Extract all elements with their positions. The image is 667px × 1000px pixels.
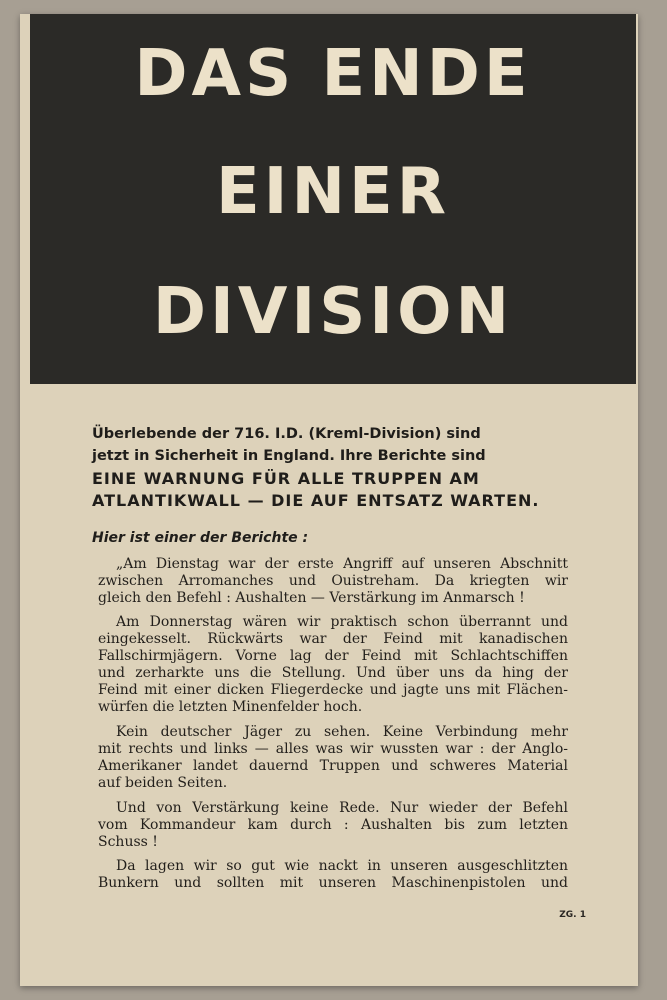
report-paragraph-5 <box>98 858 568 892</box>
text-line: mit rechts und links — alles was wir wussten war : der Anglo- <box>98 741 568 757</box>
headline-line-3: DIVISION <box>152 275 514 349</box>
report-paragraph-4 <box>98 800 568 851</box>
leaflet-paper <box>20 14 638 986</box>
text-line: Fallschirmjägern. Vorne lag der Feind mit Schlachtschiffen <box>98 648 568 664</box>
print-code: ZG. 1 <box>559 910 586 920</box>
text-line: Amerikaner landet dauernd Truppen und schweres Material <box>98 758 568 774</box>
text-line: „Am Dienstag war der erste Angriff auf unseren Abschnitt <box>116 556 568 572</box>
reports-subhead: Hier ist einer der Berichte : <box>92 530 309 546</box>
headline-line-2: EINER <box>215 155 451 229</box>
headline-line-1: DAS ENDE <box>134 37 532 111</box>
text-line: und zerharkte uns die Stellung. Und über uns da hing der <box>98 665 568 681</box>
text-line: gleich den Befehl : Aushalten — Verstärkung im Anmarsch ! <box>98 590 525 606</box>
headline-banner <box>30 14 636 384</box>
text-line: Kein deutscher Jäger zu sehen. Keine Verbindung mehr <box>116 724 568 740</box>
text-line: würfen die letzten Minenfelder hoch. <box>98 699 363 715</box>
text-line: Da lagen wir so gut wie nackt in unseren ausgeschlitzten <box>116 858 568 874</box>
intro-line-1: Überlebende der 716. I.D. (Kreml-Division) sind <box>92 426 481 442</box>
text-line: zwischen Arromanches und Ouistreham. Da kriegten wir <box>98 573 568 589</box>
text-line: Und von Verstärkung keine Rede. Nur wieder der Befehl <box>116 800 568 816</box>
intro-line-2: jetzt in Sicherheit in England. Ihre Berichte sind <box>92 448 486 464</box>
report-paragraph-3 <box>98 724 568 792</box>
warning-line-2: ATLANTIKWALL — DIE AUF ENTSATZ WARTEN. <box>92 491 540 510</box>
report-paragraph-2 <box>98 614 568 716</box>
text-line: Schuss ! <box>98 834 158 850</box>
text-line: Bunkern und sollten mit unseren Maschinenpistolen und <box>98 875 568 891</box>
text-line: eingekesselt. Rückwärts war der Feind mit kanadischen <box>98 631 568 647</box>
report-paragraph-1 <box>98 556 568 607</box>
text-line: Feind mit einer dicken Fliegerdecke und jagte uns mit Flächen- <box>98 682 568 698</box>
text-line: vom Kommandeur kam durch : Aushalten bis zum letzten <box>98 817 568 833</box>
text-line: auf beiden Seiten. <box>98 775 228 791</box>
warning-line-1: EINE WARNUNG FÜR ALLE TRUPPEN AM <box>92 469 480 488</box>
text-line: Am Donnerstag wären wir praktisch schon überrannt und <box>116 614 568 630</box>
